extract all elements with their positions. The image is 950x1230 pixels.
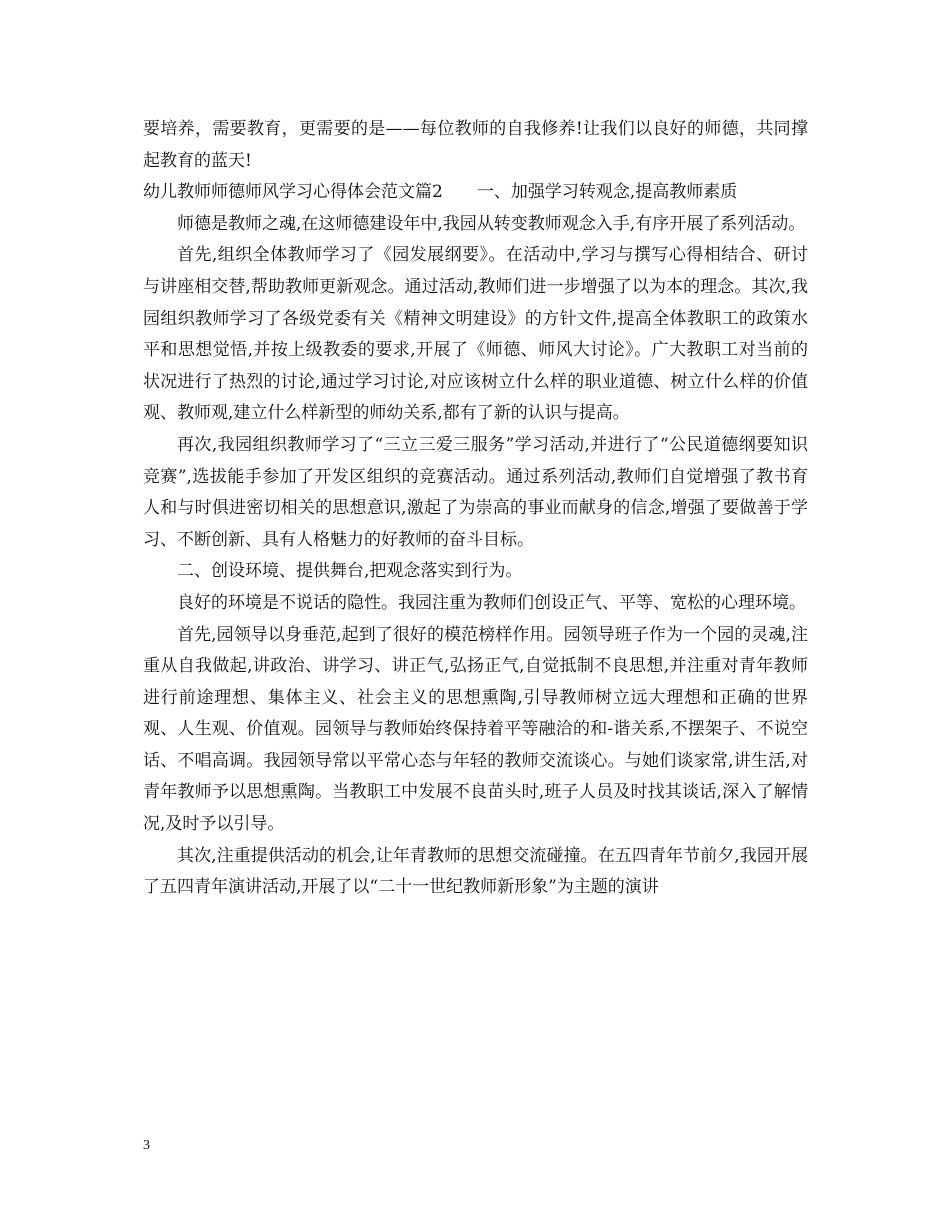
paragraph-8: 首先,园领导以身垂范,起到了很好的模范榜样作用。园领导班子作为一个园的灵魂,注重从自我做起,讲政治、讲学习、讲正气,弘扬正气,自觉抵制不良思想,并注重对青年教师进行前途理想、集体主义、社会主义的思想熏陶,引导教师树立远大理想和正确的世界观、人生观、价值观。园领导与教师始终保持着平等融洽的和-谐关系,不摆架子、不说空话、不唱高调。我园领导常以平常心态与年轻的教师交流谈心。与她们谈家常,讲生活,对青年教师予以思想熏陶。当教职工中发展不良苗头时,班子人员及时找其谈话,深入了解情况,及时予以引导。 [143,624,808,835]
paragraph-6-heading: 二、创设环境、提供舞台,把观念落实到行为。 [177,561,523,582]
paragraph-5: 再次,我园组织教师学习了“三立三爱三服务”学习活动,并进行了“公民道德纲要知识竞赛”,选拔能手参加了开发区组织的竞赛活动。通过系列活动,教师们自觉增强了教书育人和与时俱进密切相关的思想意识,激起了为崇高的事业而献身的信念,增强了要做善于学习、不断创新、具有人格魅力的好教师的奋斗目标。 [143,434,808,550]
paragraph-3: 师德是教师之魂,在这师德建设年中,我园从转变教师观念入手,有序开展了系列活动。 [177,213,806,234]
page-number: 3 [143,1138,150,1153]
paragraph-4: 首先,组织全体教师学习了《园发展纲要》。在活动中,学习与撰写心得相结合、研讨与讲座相交替,帮助教师更新观念。通过活动,教师们进一步增强了以为本的理念。其次,我园组织教师学习了各级党委有关《精神文明建设》的方针文件,提高全体教职工的政策水平和思想觉悟,并按上级教委的要求,开展了《师德、师风大讨论》。广大教职工对当前的状况进行了热烈的讨论,通过学习讨论,对应该树立什么样的职业道德、树立什么样的价值观、教师观,建立什么样新型的师幼关系,都有了新的认识与提高。 [143,245,808,424]
document-body [143,114,808,904]
paragraph-2-heading: 幼儿教师师德师风学习心得体会范文篇2 一、加强学习转观念,提高教师素质 [143,182,738,203]
paragraph-7: 良好的环境是不说话的隐性。我园注重为教师们创设正气、平等、宽松的心理环境。 [177,592,806,613]
paragraph-9: 其次,注重提供活动的机会,让年青教师的思想交流碰撞。在五四青年节前夕,我园开展了五四青年演讲活动,开展了以“二十一世纪教师新形象”为主题的演讲 [143,845,808,898]
paragraph-1: 要培养，需要教育，更需要的是——每位教师的自我修养!让我们以良好的师德，共同撑起教育的蓝天! [143,119,808,171]
